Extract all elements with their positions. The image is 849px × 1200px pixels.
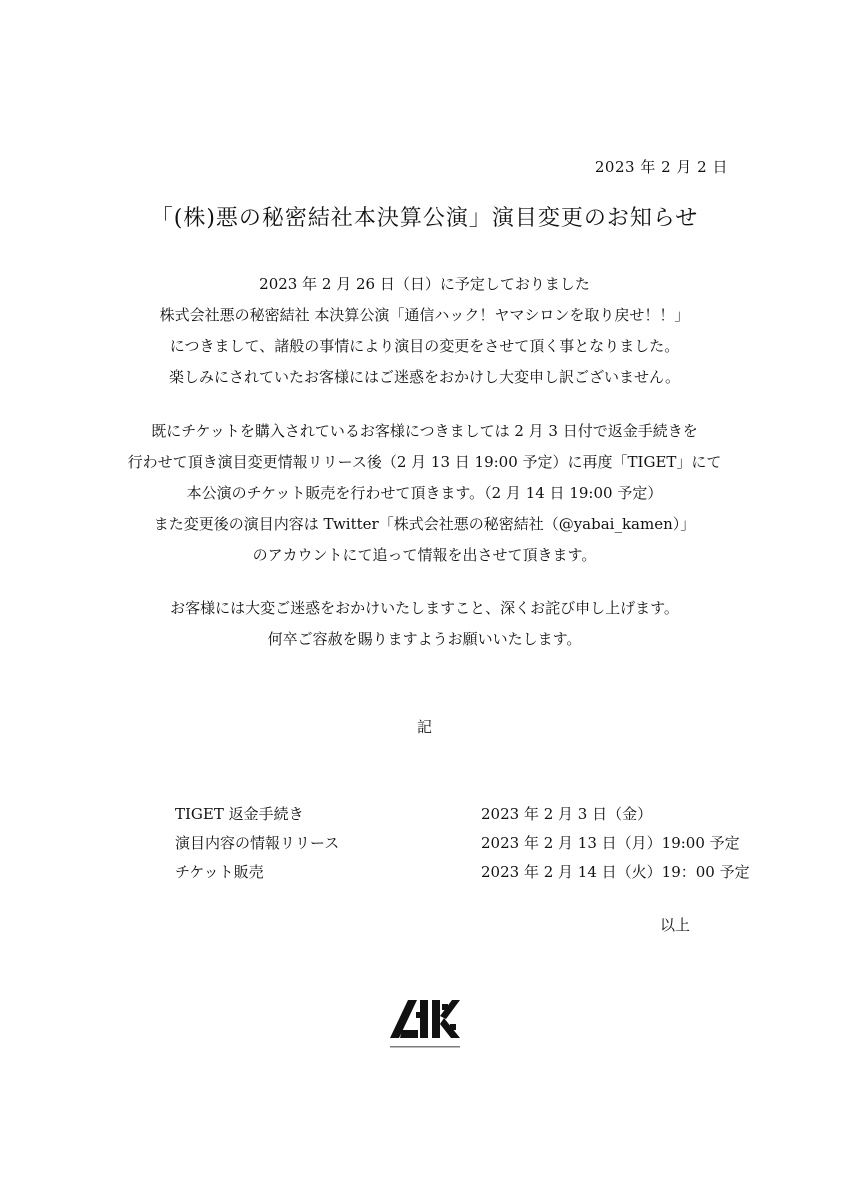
paragraph-line: 2023 年 2 月 26 日（日）に予定しておりました	[259, 275, 590, 293]
schedule-list	[175, 800, 775, 887]
paragraph-line: 本公演のチケット販売を行わせて頂きます。（2 月 14 日 19:00 予定）	[186, 484, 663, 502]
schedule-row	[175, 829, 775, 858]
schedule-label: チケット販売	[175, 863, 264, 881]
paragraph-line: お客様には大変ご迷惑をおかけいたしますこと、深くお詫び申し上げます。	[170, 599, 679, 617]
apology-paragraph	[0, 593, 849, 655]
announcement-paragraph	[0, 269, 849, 393]
schedule-row	[175, 800, 775, 829]
schedule-label: 演目内容の情報リリース	[175, 834, 340, 852]
schedule-row	[175, 858, 775, 887]
paragraph-line: また変更後の演目内容は Twitter「株式会社悪の秘密結社（@yabai_kamen）」	[153, 515, 696, 533]
paragraph-line: 楽しみにされていたお客様にはご迷惑をおかけし大変申し訳ございません。	[169, 368, 680, 386]
paragraph-line: 株式会社悪の秘密結社 本決算公演「通信ハック！ヤマシロンを取り戻せ！！」	[159, 306, 690, 324]
schedule-date: 2023 年 2 月 14 日（火）19：00 予定	[481, 863, 750, 881]
refund-paragraph	[0, 416, 849, 571]
paragraph-line: につきまして、諸般の事情により演目の変更をさせて頂く事となりました。	[169, 337, 680, 355]
schedule-date: 2023 年 2 月 13 日（月）19:00 予定	[481, 834, 740, 852]
document-title: 「(株)悪の秘密結社本決算公演」演目変更のお知らせ	[150, 206, 699, 231]
paragraph-line: 行わせて頂き演目変更情報リリース後（2 月 13 日 19:00 予定）に再度「TIGET」にて	[127, 453, 722, 471]
ki-heading: 記	[416, 718, 432, 736]
paragraph-line: 何卒ご容赦を賜りますようお願いいたします。	[267, 630, 582, 648]
schedule-label: TIGET 返金手続き	[175, 805, 304, 823]
aik-logo-icon	[388, 994, 462, 1054]
document-date: 2023 年 2 月 2 日	[594, 158, 728, 176]
schedule-date: 2023 年 2 月 3 日（金）	[481, 805, 653, 823]
closing-word: 以上	[660, 916, 691, 934]
paragraph-line: 既にチケットを購入されているお客様につきましては 2 月 3 日付で返金手続きを	[151, 422, 698, 440]
paragraph-line: のアカウントにて追って情報を出させて頂きます。	[252, 546, 597, 564]
